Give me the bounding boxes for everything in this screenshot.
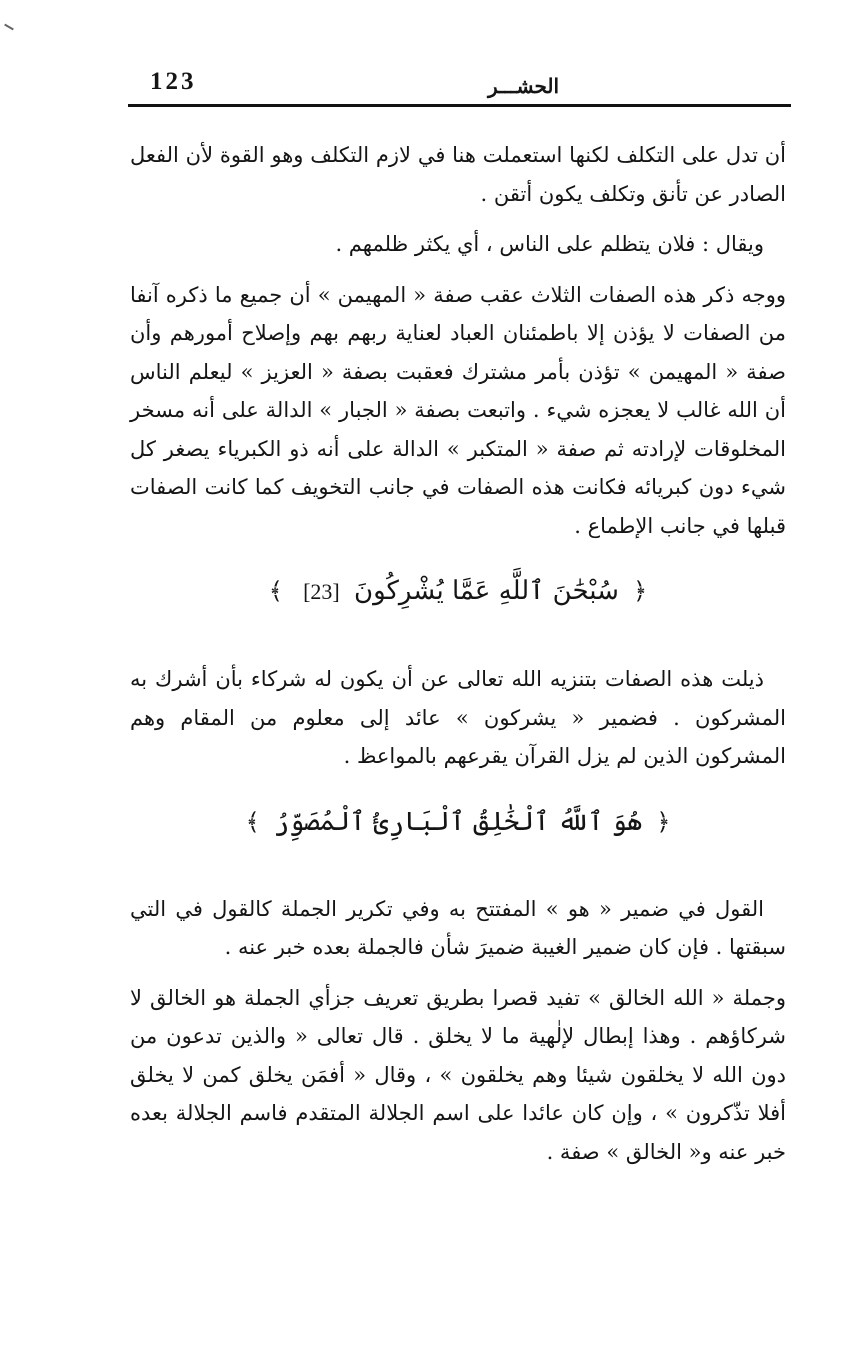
ornate-bracket-open: ﴿ xyxy=(633,577,648,605)
verse-number: [23] xyxy=(303,579,340,604)
paragraph: ووجه ذكر هذه الصفات الثلاث عقب صفة « المهيمن » أن جميع ما ذكره آنفا من الصفات لا يؤذن إلا باطمئنان العباد لعناية ربهم بهم وإصلاح أمورهم وأن صفة « المهيمن » تؤذن بأمر مشترك فعقبت بصفة « العزيز » ليعلم الناس أن الله غالب لا يعجزه شيء . واتبعت بصفة « الجبار » الدالة على أنه مسخر المخلوقات لإرادته ثم صفة « المتكبر » الدالة على أنه ذو الكبرياء يصغر كل شيء دون كبريائه فكانت هذه الصفات في جانب التخويف كما كانت الصفات قبلها في جانب الإطماع . xyxy=(130,282,786,538)
page-number: 123 xyxy=(150,68,197,95)
verse-text: سُبْحَٰنَ ٱللَّهِ عَمَّا يُشْرِكُونَ xyxy=(354,576,619,606)
page-body xyxy=(130,136,786,1183)
paragraph: ويقال : فلان يتظلم على الناس ، أي يكثر ظلمهم . xyxy=(335,232,764,256)
paragraph: وجملة « الله الخالق » تفيد قصرا بطريق تعريف جزأي الجملة هو الخالق لا شركاؤهم . وهذا إبطال لإلٰهية ما لا يخلق . قال تعالى « والذين تدعون من دون الله لا يخلقون شيئا وهم يخلقون » ، وقال « أفمَن يخلق كمن لا يخلق أفلا تذّكرون » ، وإن كان عائدا على اسم الجلالة المتقدم فاسم الجلالة بعده خبر عنه و« الخالق » صفة . xyxy=(130,985,786,1164)
verse-text: هُوَ ٱللَّهُ ٱلْخَٰلِقُ ٱلْبَارِئُ ٱلْمُصَوِّرُ xyxy=(273,806,643,837)
quran-verse-23 xyxy=(130,571,786,612)
header-rule xyxy=(128,104,791,107)
ornate-bracket-close: ﴾ xyxy=(245,807,260,836)
chapter-title: الحشـــر xyxy=(487,74,559,98)
scan-mark xyxy=(4,24,14,31)
ornate-bracket-close: ﴾ xyxy=(268,577,283,605)
ornate-bracket-open: ﴿ xyxy=(656,807,671,836)
paragraph: أن تدل على التكلف لكنها استعملت هنا في لازم التكلف وهو القوة لأن الفعل الصادر عن تأنق وتكلف يكون أتقن . xyxy=(130,143,786,206)
quran-verse-24 xyxy=(130,802,786,842)
page-header xyxy=(130,62,789,102)
paragraph: القول في ضمير « هو » المفتتح به وفي تكرير الجملة كالقول في التي سبقتها . فإن كان ضمير الغيبة ضميرَ شأن فالجملة بعده خبر عنه . xyxy=(130,896,786,959)
paragraph: ذيلت هذه الصفات بتنزيه الله تعالى عن أن يكون له شركاء بأن أشرك به المشركون . فضمير « يشركون » عائد إلى معلوم من المقام وهم المشركون الذين لم يزل القرآن يقرعهم بالمواعظ . xyxy=(130,667,786,768)
